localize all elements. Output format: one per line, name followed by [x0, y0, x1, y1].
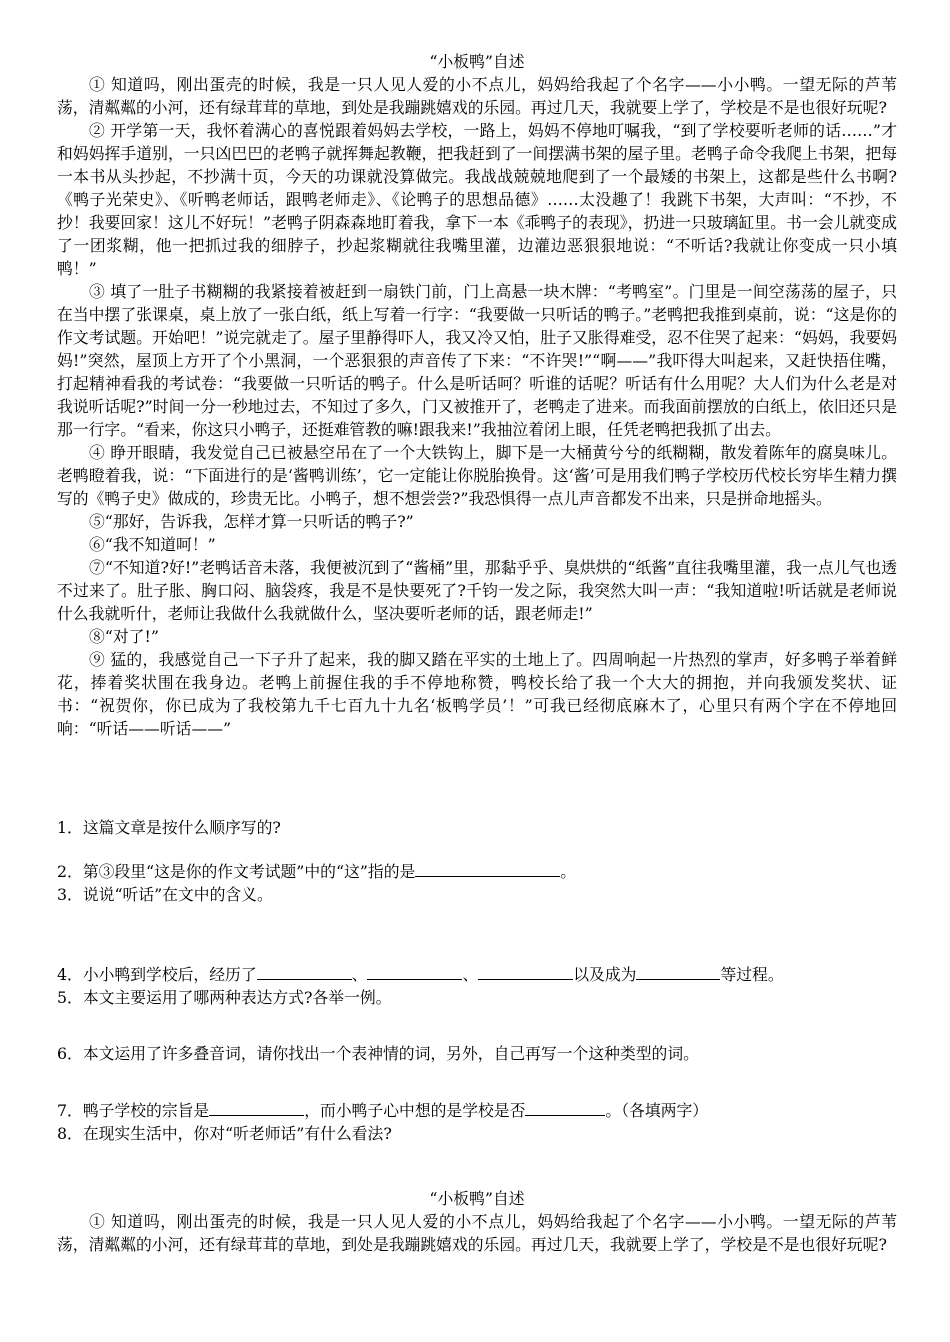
question-7-suffix: 。（各填两字）: [605, 1101, 709, 1120]
question-5: 5．本文主要运用了哪两种表达方式?各举一例。: [57, 988, 392, 1007]
paragraph-1: ① 知道吗，刚出蛋壳的时候，我是一只人见人爱的小不点儿，妈妈给我起了个名字——小小鸭。一望无际的芦苇荡，清粼粼的小河，还有绿茸茸的草地，到处是我蹦跳嬉戏的乐园。再过几天，我就要上学了，学校是不是也很好玩呢?: [57, 75, 897, 117]
question-7-group: [57, 1099, 897, 1145]
question-7-text: 7．鸭子学校的宗旨是: [57, 1101, 210, 1120]
question-4-blank-1[interactable]: [257, 963, 352, 980]
repeat-paragraph-1: ① 知道吗，刚出蛋壳的时候，我是一只人见人爱的小不点儿，妈妈给我起了个名字——小小鸭。一望无际的芦苇荡，清粼粼的小河，还有绿茸茸的草地，到处是我蹦跳嬉戏的乐园。再过几天，我就要上学了，学校是不是也很好玩呢?: [57, 1212, 897, 1254]
paragraph-8: ⑧“对了!”: [89, 627, 159, 646]
paragraph-3: ③ 填了一肚子书糊糊的我紧接着被赶到一扇铁门前，门上高悬一块木牌：“考鸭室”。门里是一间空荡荡的屋子，只在当中摆了张课桌，桌上放了一张白纸，纸上写着一行字：“我要做一只听话的鸭子。”老鸭把我推到桌前，说：“这是你的作文考试题。开始吧！”说完就走了。屋子里静得吓人，我又冷又怕，肚子又胀得难受，忍不住哭了起来：“妈妈，我要妈妈!”突然，屋顶上方开了个小黑洞，一个恶狠狠的声音传了下来：“不许哭!”“啊——”我吓得大叫起来，又赶快捂住嘴，打起精神看我的考试卷：“我要做一只听话的鸭子。什么是听话呵？听谁的话呢？听话有什么用呢？大人们为什么老是对我说听话呢?”时间一分一秒地过去，不知过了多久，门又被推开了，老鸭走了进来。而我面前摆放的白纸上，依旧还只是那一行字。“看来，你这只小鸭子，还挺难管教的嘛!跟我来!”我抽泣着闭上眼，任凭老鸭把我抓了出去。: [57, 282, 897, 439]
question-6-group: [57, 1042, 897, 1065]
paragraph-7: ⑦“不知道?好!”老鸭话音未落，我便被沉到了“酱桶”里，那黏乎乎、臭烘烘的“纸酱”直往我嘴里灌，我一点儿气也透不过来了。肚子胀、胸口闷、脑袋疼，我是不是快要死了?千钧一发之际，我突然大叫一声：“我知道啦!听话就是老师说什么我就听什，老师让我做什么我就做什么，坚决要听老师的话，跟老师走!”: [57, 558, 897, 623]
question-4-blank-2[interactable]: [367, 963, 462, 980]
question-4-blank-3[interactable]: [478, 963, 573, 980]
question-8: 8．在现实生活中，你对“听老师话”有什么看法?: [57, 1124, 392, 1143]
paragraph-5: ⑤“那好，告诉我，怎样才算一只听话的鸭子?”: [89, 512, 414, 531]
question-4-group: [57, 963, 897, 1009]
article-title: “小板鸭”自述: [429, 52, 525, 71]
question-4-mid: 以及成为: [573, 965, 637, 984]
question-2: [57, 860, 897, 883]
paragraph-9: ⑨ 猛的，我感觉自己一下子升了起来，我的脚又踏在平实的土地上了。四周响起一片热烈的掌声，好多鸭子举着鲜花，捧着奖状围在我身边。老鸭上前握住我的手不停地称赞，鸭校长给了我一个大大的拥抱，并向我颁发奖状、证书：“祝贺你，你已成为了我校第九千七百九十九名‘板鸭学员’！”可我已经彻底麻木了，心里只有两个字在不停地回响：“听话——听话——”: [57, 650, 897, 738]
questions: [57, 816, 897, 839]
repeat-article: [57, 1187, 897, 1256]
question-2-blank[interactable]: [415, 860, 560, 877]
question-4-suffix: 等过程。: [720, 965, 784, 984]
paragraph-4: ④ 睁开眼睛，我发觉自己已被悬空吊在了一个大铁钩上，脚下是一大桶黄兮兮的纸糊糊，散发着陈年的腐臭味儿。老鸭瞪着我，说：“下面进行的是‘酱鸭训练’，它一定能让你脱胎换骨。这‘酱’可是用我们鸭子学校历代校长穷毕生精力撰写的《鸭子史》做成的，珍贵无比。小鸭子，想不想尝尝?”我恐惧得一点儿声音都发不出来，只是拼命地摇头。: [57, 443, 897, 508]
question-7-blank-1[interactable]: [209, 1099, 304, 1116]
question-1: 1．这篇文章是按什么顺序写的?: [57, 818, 281, 837]
question-4-text: 4．小小鸭到学校后，经历了: [57, 965, 257, 984]
question-7: [57, 1099, 897, 1122]
question-7-mid: ，而小鸭子心中想的是学校是否: [304, 1101, 526, 1120]
question-2-group: [57, 860, 897, 906]
question-7-blank-2[interactable]: [525, 1099, 605, 1116]
question-3: 3．说说“听话”在文中的含义。: [57, 885, 273, 904]
paragraph-6: ⑥“我不知道呵！”: [89, 535, 216, 554]
question-2-suffix: 。: [560, 862, 577, 881]
question-4: [57, 963, 897, 986]
article: [57, 50, 897, 740]
question-4-sep-2: 、: [462, 965, 479, 984]
question-4-blank-4[interactable]: [636, 963, 720, 980]
question-6: 6．本文运用了许多叠音词，请你找出一个表神情的词，另外，自己再写一个这种类型的词。: [57, 1044, 699, 1063]
paragraph-2: ② 开学第一天，我怀着满心的喜悦跟着妈妈去学校，一路上，妈妈不停地叮嘱我，“到了学校要听老师的话……”才和妈妈挥手道别，一只凶巴巴的老鸭子就挥舞起教鞭，把我赶到了一间摆满书架的屋子里。老鸭子命令我爬上书架，把每一本书从头抄起，不抄满十页，今天的功课就没算做完。我战战兢兢地爬到了一个最矮的书架上，这都是些什么书啊?《鸭子光荣史》、《听鸭老师话，跟鸭老师走》、《论鸭子的思想品德》……太没趣了！我跳下书架，大声叫：“不抄，不抄！我要回家！这儿不好玩！”老鸭子阴森森地盯着我，拿下一本《乖鸭子的表现》，扔进一只玻璃缸里。书一会儿就变成了一团浆糊，他一把抓过我的细脖子，抄起浆糊就往我嘴里灌，边灌边恶狠狠地说：“不听话?我就让你变成一只小填鸭！”: [57, 121, 897, 278]
repeat-article-title: “小板鸭”自述: [429, 1189, 525, 1208]
question-4-sep-1: 、: [351, 965, 368, 984]
question-2-text: 2．第③段里“这是你的作文考试题”中的“这”指的是: [57, 862, 416, 881]
